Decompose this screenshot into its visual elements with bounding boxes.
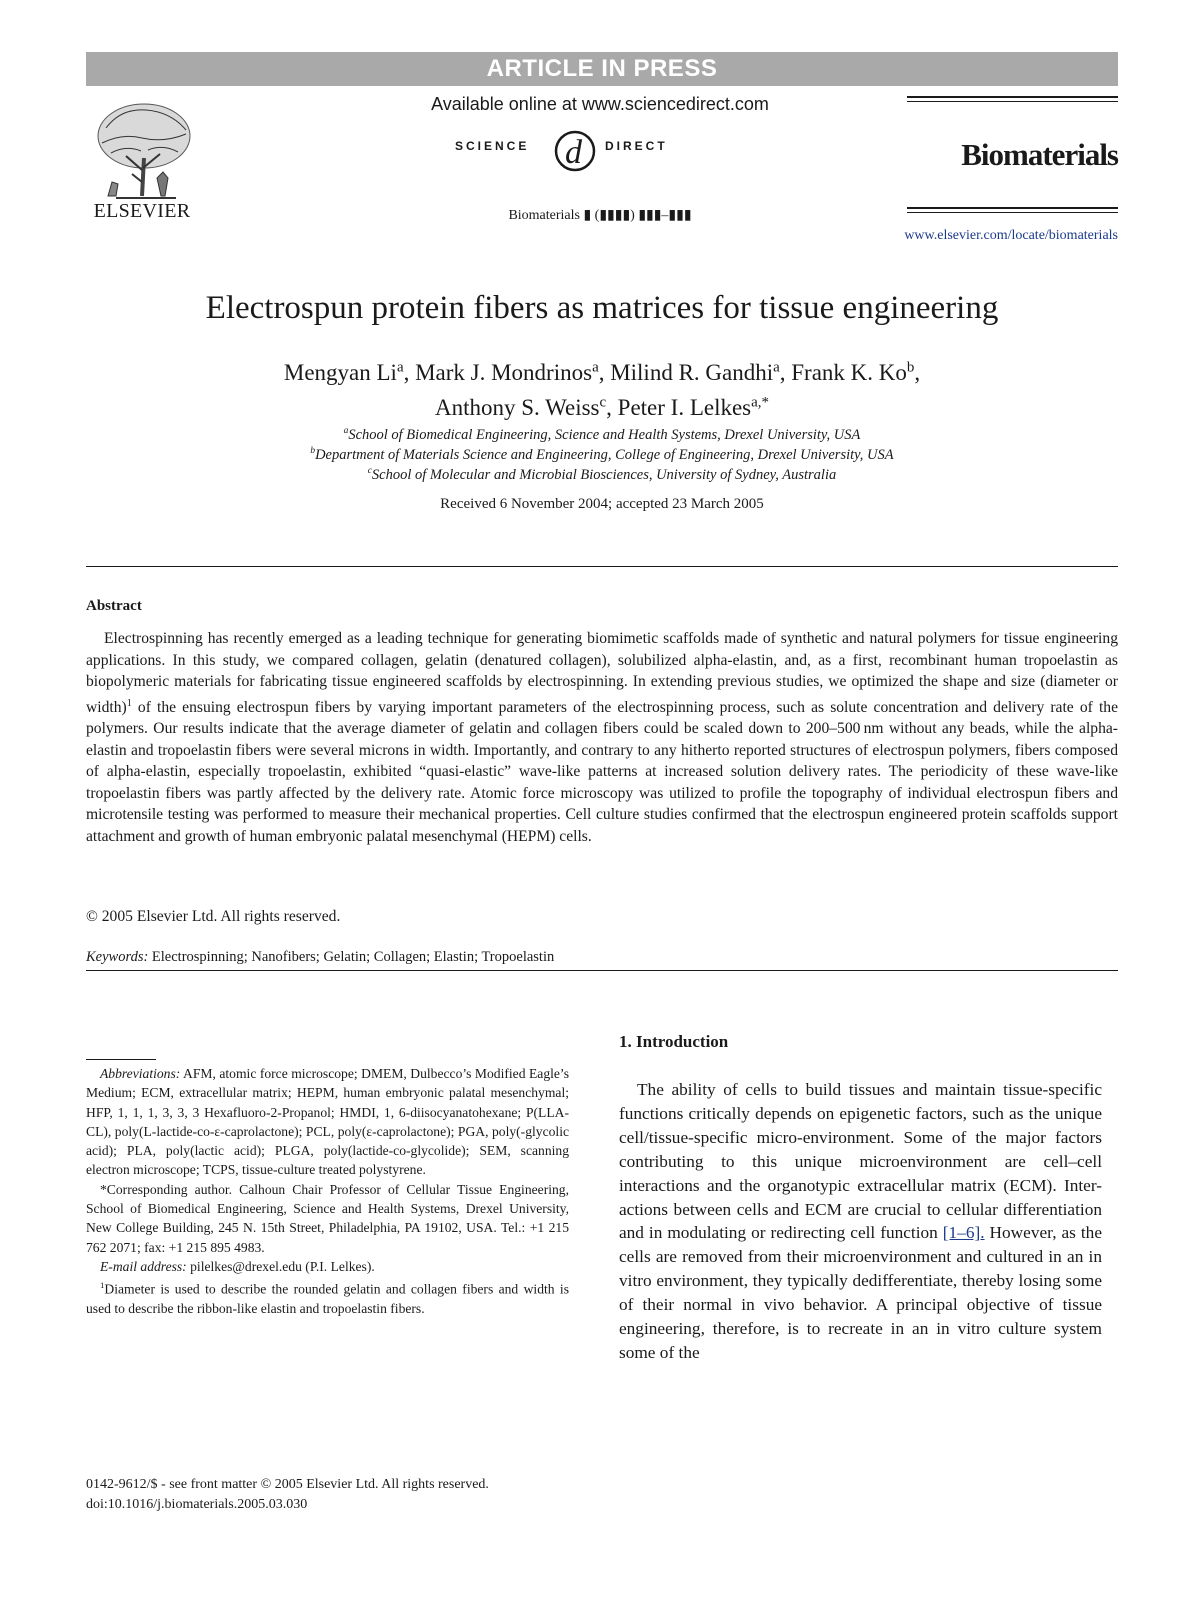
doi-line: doi:10.1016/j.biomaterials.2005.03.030 <box>86 1496 308 1512</box>
email-note: E-mail address: pilelkes@drexel.edu (P.I. Lelkes). <box>100 1258 375 1274</box>
sciencedirect-logo <box>455 125 745 175</box>
author: Anthony S. Weiss$^c$, <box>435 394 618 421</box>
divider <box>86 970 1118 971</box>
article-title: Electrospun protein fibers as matrices for tissue engineering <box>205 290 999 326</box>
footnote-1: $^1$Diameter is used to describe the rounded gelatin and collagen fibers and width is used to describe the ribbon-like elastin and tropoelastin fibers. <box>86 1280 569 1317</box>
author: Peter I. Lelkes$^{a,*}$ <box>617 394 769 421</box>
author: Frank K. Ko$^b$, <box>791 359 921 385</box>
citation-link[interactable]: [1–6]. <box>942 1223 985 1243</box>
sciencedirect-right-word: DIRECT <box>605 139 668 153</box>
issn-line: 0142-9612/$ - see front matter © 2005 Elsevier Ltd. All rights reserved. <box>86 1477 489 1492</box>
svg-text:d: d <box>565 134 582 171</box>
footnotes <box>86 1064 569 1318</box>
at-d-icon <box>547 125 607 175</box>
header-rule <box>907 207 1118 209</box>
author: Mark J. Mondrinos$^a$, <box>415 359 611 385</box>
author: Mengyan Li$^a$, <box>283 359 416 385</box>
journal-name: Biomaterials <box>961 137 1118 172</box>
page-footer <box>86 1475 586 1514</box>
available-online-text: Available online at www.sciencedirect.com <box>431 94 769 114</box>
keywords: Keywords: Electrospinning; Nanofibers; Gelatin; Collagen; Elastin; Tropoelastin <box>86 949 555 965</box>
abstract-body: Electrospinning has recently emerged as a leading technique for generating biomimetic scaffolds made of synthetic and natural polymers for tissue engineering applications. In this study, we compared collagen, gelatin (denatured collagen), solubilized alpha-elastin, and, as a first, recombinant human tropoelastin as biopolymeric materials for fabricating tissue engineered scaffolds by electrospinning. In extending previous studies, we optimized the shape and size (diameter or width)$^1$ of the ensuing electrospun fibers by varying important parameters of the electrospinning process, such as solute concentration and delivery rate of the polymers. Our results indicate that the average diameter of gelatin and collagen fibers could be scaled down to 200–500 nm without any beads, while the alpha-elastin and tropoelastin fibers were several microns in width. Importantly, and contrary to any hitherto reported structures of electrospun polymers, fibers composed of alpha-elastin, especially tropoelastin, exhibited “quasi-elastic” wave-like patterns at increased solution delivery rates. The periodicity of these wave-like tropoelastin fibers was partly affected by the delivery rate. Atomic force microscopy was utilized to profile the topography of individual electrospun fibers and microtensile testing was performed to measure their mechanical properties. Cell culture studies confirmed that the electrospun engineered protein scaffolds support attachment and growth of human embryonic palatal mesenchymal (HEPM) cells. <box>86 630 1118 845</box>
header-rule <box>907 96 1118 98</box>
journal-reference: Biomaterials ▮ (▮▮▮▮) ▮▮▮–▮▮▮ <box>508 208 692 223</box>
header-rule <box>907 101 1118 102</box>
section-heading: 1. Introduction <box>619 1032 729 1051</box>
affiliation: $^b$Department of Materials Science and Engineering, College of Engineering, Drexel University, USA <box>310 446 894 463</box>
divider <box>86 566 1118 567</box>
sciencedirect-left-word: SCIENCE <box>455 139 530 153</box>
author: Milind R. Gandhi$^a$, <box>610 359 792 385</box>
affiliation: $^a$School of Biomedical Engineering, Science and Health Systems, Drexel University, USA <box>343 426 861 443</box>
footnote-rule <box>86 1059 156 1060</box>
introduction-body: The ability of cells to build tissues and maintain tissue-specific functions critically depends on epigenetic factors, such as the unique cell/tissue-specific micro-environment. Some of the major factors contributing to this unique microenvironment are cell–cell interactions and the organotypic extracellular matrix (ECM). Inter-actions between cells and ECM are crucial to cellular differentiation and in modulating or redirecting cell function [1–6]. However, as the cells are removed from their microenvironment and cultured in an in vitro environment, they typically dedifferentiate, thereby losing some of their normal in vivo behavior. A principal objective of tissue engineering, therefore, is to recreate in an in vitro culture system some of the <box>619 1080 1102 1362</box>
abstract-copyright: © 2005 Elsevier Ltd. All rights reserved. <box>86 908 341 925</box>
author-list <box>120 352 1084 423</box>
received-dates: Received 6 November 2004; accepted 23 March 2005 <box>440 496 764 512</box>
corresponding-author-note: *Corresponding author. Calhoun Chair Professor of Cellular Tissue Engineering, School of Biomedical Engineering, Science and Health Systems, Drexel University, New College Building, 245 N. 15th Street, Philadelphia, PA 19102, USA. Tel.: +1 215 762 2071; fax: +1 215 895 4983. <box>86 1181 569 1255</box>
abbreviations-note: Abbreviations: AFM, atomic force microscope; DMEM, Dulbecco’s Modified Eagle’s Medium; ECM, extracellular matrix; HEPM, human embryonic palatal mesenchymal; HFP, 1, 1, 1, 3, 3, 3 Hexafluoro-2-Propanol; HMDI, 1, 6-diisocyanatohexane; P(LLA-CL), poly(L-lactide-co-ε-caprolactone); PCL, poly(ε-caprolactone); PGA, poly(-glycolic acid); PLA, poly(lactic acid); PLGA, poly(lactide-co-glycolide); SEM, scanning electron microscope; TCPS, tissue-culture treated polystyrene. <box>86 1066 569 1178</box>
article-in-press-banner: ARTICLE IN PRESS <box>86 52 1118 86</box>
abstract-heading: Abstract <box>86 598 142 614</box>
header-rule <box>907 212 1118 213</box>
affiliation: $^c$School of Molecular and Microbial Biosciences, University of Sydney, Australia <box>367 466 837 483</box>
elsevier-wordmark: ELSEVIER <box>93 200 191 222</box>
journal-url-link[interactable]: www.elsevier.com/locate/biomaterials <box>904 228 1118 243</box>
